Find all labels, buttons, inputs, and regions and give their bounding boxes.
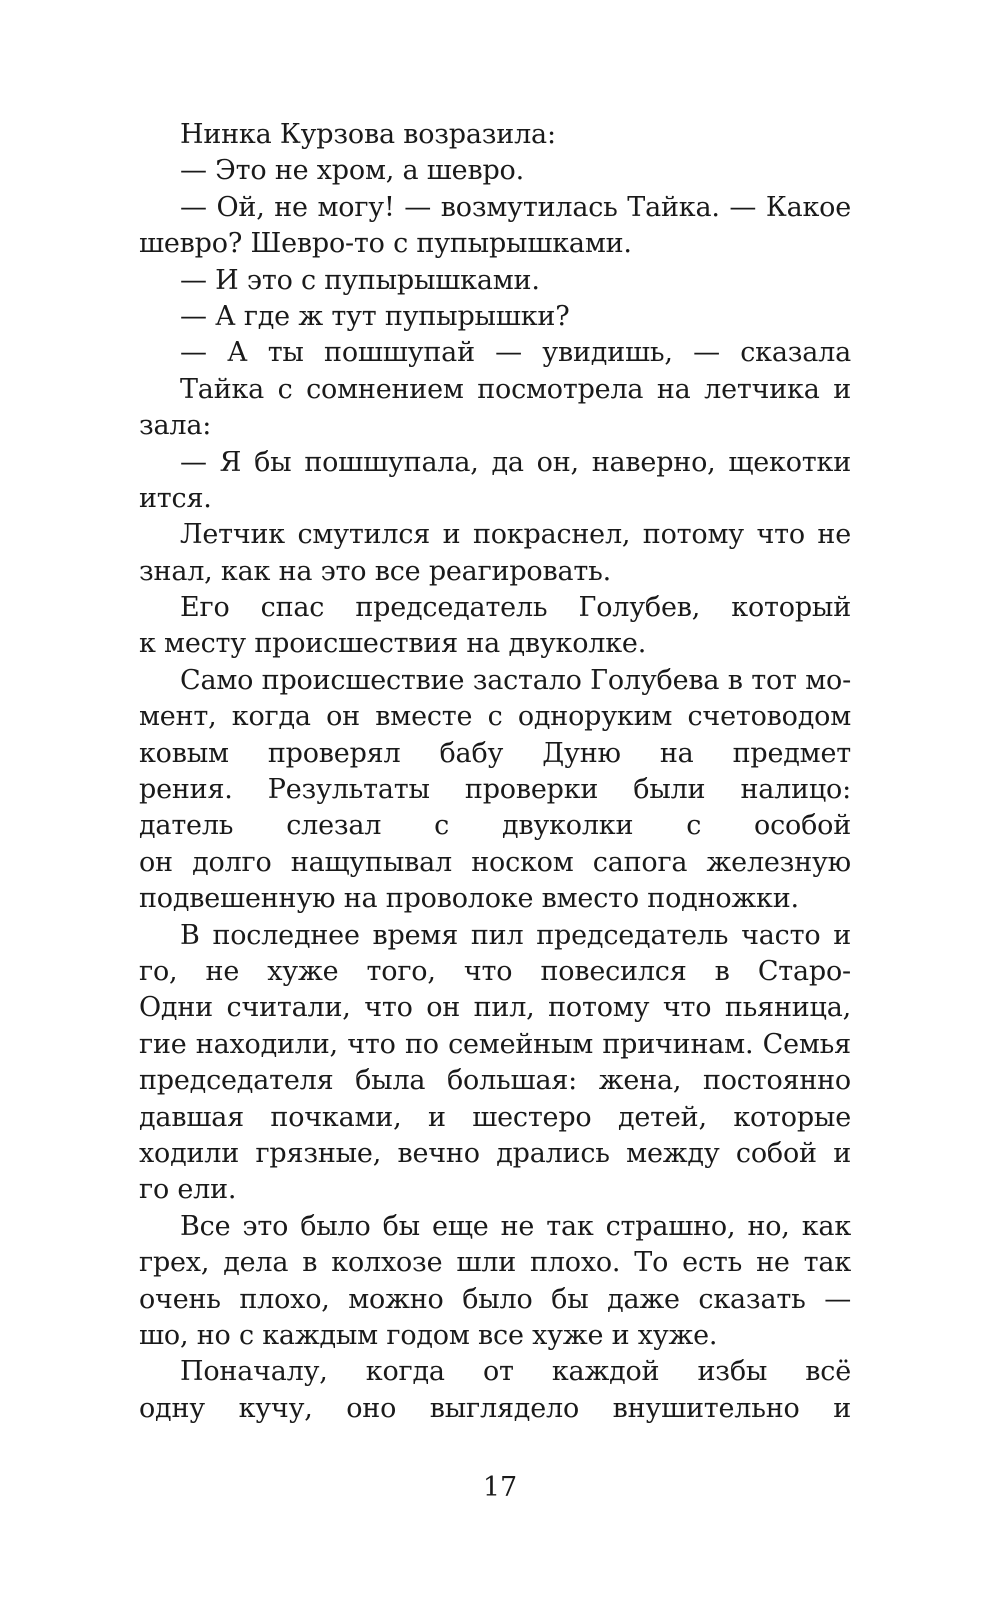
text-line: давшая почками, и шестеро детей, которые — [139, 1101, 851, 1133]
text-line: грех, дела в колхозе шли плохо. То есть не так — [139, 1247, 851, 1279]
text-line: к месту происшествия на двуколке. — [139, 628, 647, 660]
text-line: В последнее время пил председатель часто и — [180, 919, 851, 951]
text-line: шо, но с каждым годом все хуже и хуже. — [139, 1319, 718, 1351]
text-line: Само происшествие застало Голубева в тот мо- — [180, 664, 851, 696]
text-line: ковым проверял бабу Дуню на предмет — [139, 737, 851, 769]
text-line: ходили грязные, вечно дрались между собой и — [139, 1137, 851, 1169]
text-line: одну кучу, оно выглядело внушительно и — [139, 1392, 851, 1424]
text-line: зала: — [139, 410, 212, 442]
text-line: Его спас председатель Голубев, который — [180, 592, 851, 624]
text-line: го, не хуже того, что повесился в Старо- — [139, 955, 851, 987]
text-line: Тайка с сомнением посмотрела на летчика и — [180, 373, 851, 405]
text-line: — А где ж тут пупырышки? — [180, 300, 570, 332]
text-line: — Это не хром, а шевро. — [180, 155, 524, 187]
text-line: — А ты пошшупай — увидишь, — сказала — [180, 337, 851, 369]
text-line: Все это было бы еще не так страшно, но, как — [180, 1210, 851, 1242]
text-line: го ели. — [139, 1174, 237, 1206]
text-line: гие находили, что по семейным причинам. Семья — [139, 1028, 851, 1060]
text-line: подвешенную на проволоке вместо подножки. — [139, 883, 799, 915]
text-line: Поначалу, когда от каждой избы всё — [180, 1356, 851, 1388]
text-line: рения. Результаты проверки были налицо: — [139, 774, 851, 806]
text-line: Одни считали, что он пил, потому что пьяница, — [139, 992, 851, 1024]
body-text — [139, 117, 851, 1427]
text-line: шевро? Шевро-то с пупырышками. — [139, 228, 632, 260]
text-line: очень плохо, можно было бы даже сказать — — [139, 1283, 851, 1315]
text-line: он долго нащупывал носком сапога железную — [139, 846, 851, 878]
text-line: знал, как на это все реагировать. — [139, 555, 611, 587]
page-number: 17 — [482, 1472, 518, 1503]
text-line: — Ой, не могу! — возмутилась Тайка. — Какое — [180, 191, 851, 223]
text-line: мент, когда он вместе с одноруким счетоводом — [139, 701, 851, 733]
text-line: Летчик смутился и покраснел, потому что не — [180, 519, 851, 551]
text-line: председателя была большая: жена, постоянно — [139, 1065, 851, 1097]
text-line: Нинка Курзова возразила: — [180, 119, 556, 150]
text-line: ится. — [139, 482, 212, 514]
text-line: — Я бы пошшупала, да он, наверно, щекотки — [180, 446, 851, 478]
text-line: датель слезал с двуколки с особой — [139, 810, 851, 842]
text-line: — И это с пупырышками. — [180, 264, 540, 296]
